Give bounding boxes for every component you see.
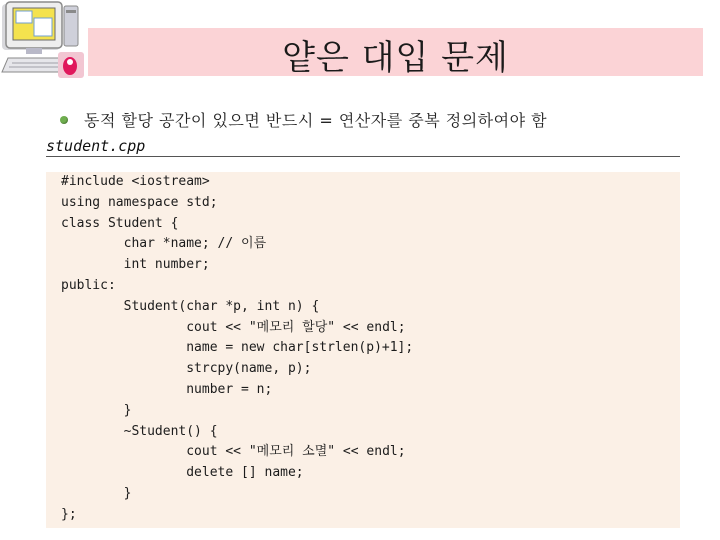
- code-panel: [46, 172, 680, 528]
- code-line: int number;: [61, 257, 210, 273]
- code-line: strcpy(name, p);: [61, 361, 312, 377]
- code-line: }: [61, 402, 132, 418]
- code-line: using namespace std;: [61, 194, 218, 210]
- title-bar: [88, 28, 703, 76]
- code-line: cout << "메모리 소멸" << endl;: [61, 444, 406, 460]
- code-line: cout << "메모리 할당" << endl;: [61, 319, 406, 335]
- filename-divider: [46, 156, 680, 157]
- bullet-dot-icon: [60, 116, 68, 124]
- code-line: ~Student() {: [61, 423, 218, 439]
- bullet-text: 동적 할당 공간이 있으면 반드시 = 연산자를 중복 정의하여야 함: [84, 111, 548, 130]
- code-line: };: [61, 506, 77, 522]
- code-line: public:: [61, 277, 116, 293]
- code-line: char *name; // 이름: [61, 236, 267, 252]
- code-line: Student(char *p, int n) {: [61, 298, 320, 314]
- code-line: number = n;: [61, 381, 273, 397]
- code-line: #include <iostream>: [61, 174, 210, 189]
- code-line: name = new char[strlen(p)+1];: [61, 340, 414, 356]
- computer-logo-icon: [0, 0, 88, 84]
- code-filename: student.cpp: [46, 137, 146, 155]
- bullet-item: [60, 108, 547, 131]
- code-block: [61, 172, 413, 526]
- code-line: }: [61, 485, 132, 501]
- slide-title: 얕은 대입 문제: [282, 38, 509, 78]
- code-line: delete [] name;: [61, 465, 304, 481]
- code-line: class Student {: [61, 215, 179, 231]
